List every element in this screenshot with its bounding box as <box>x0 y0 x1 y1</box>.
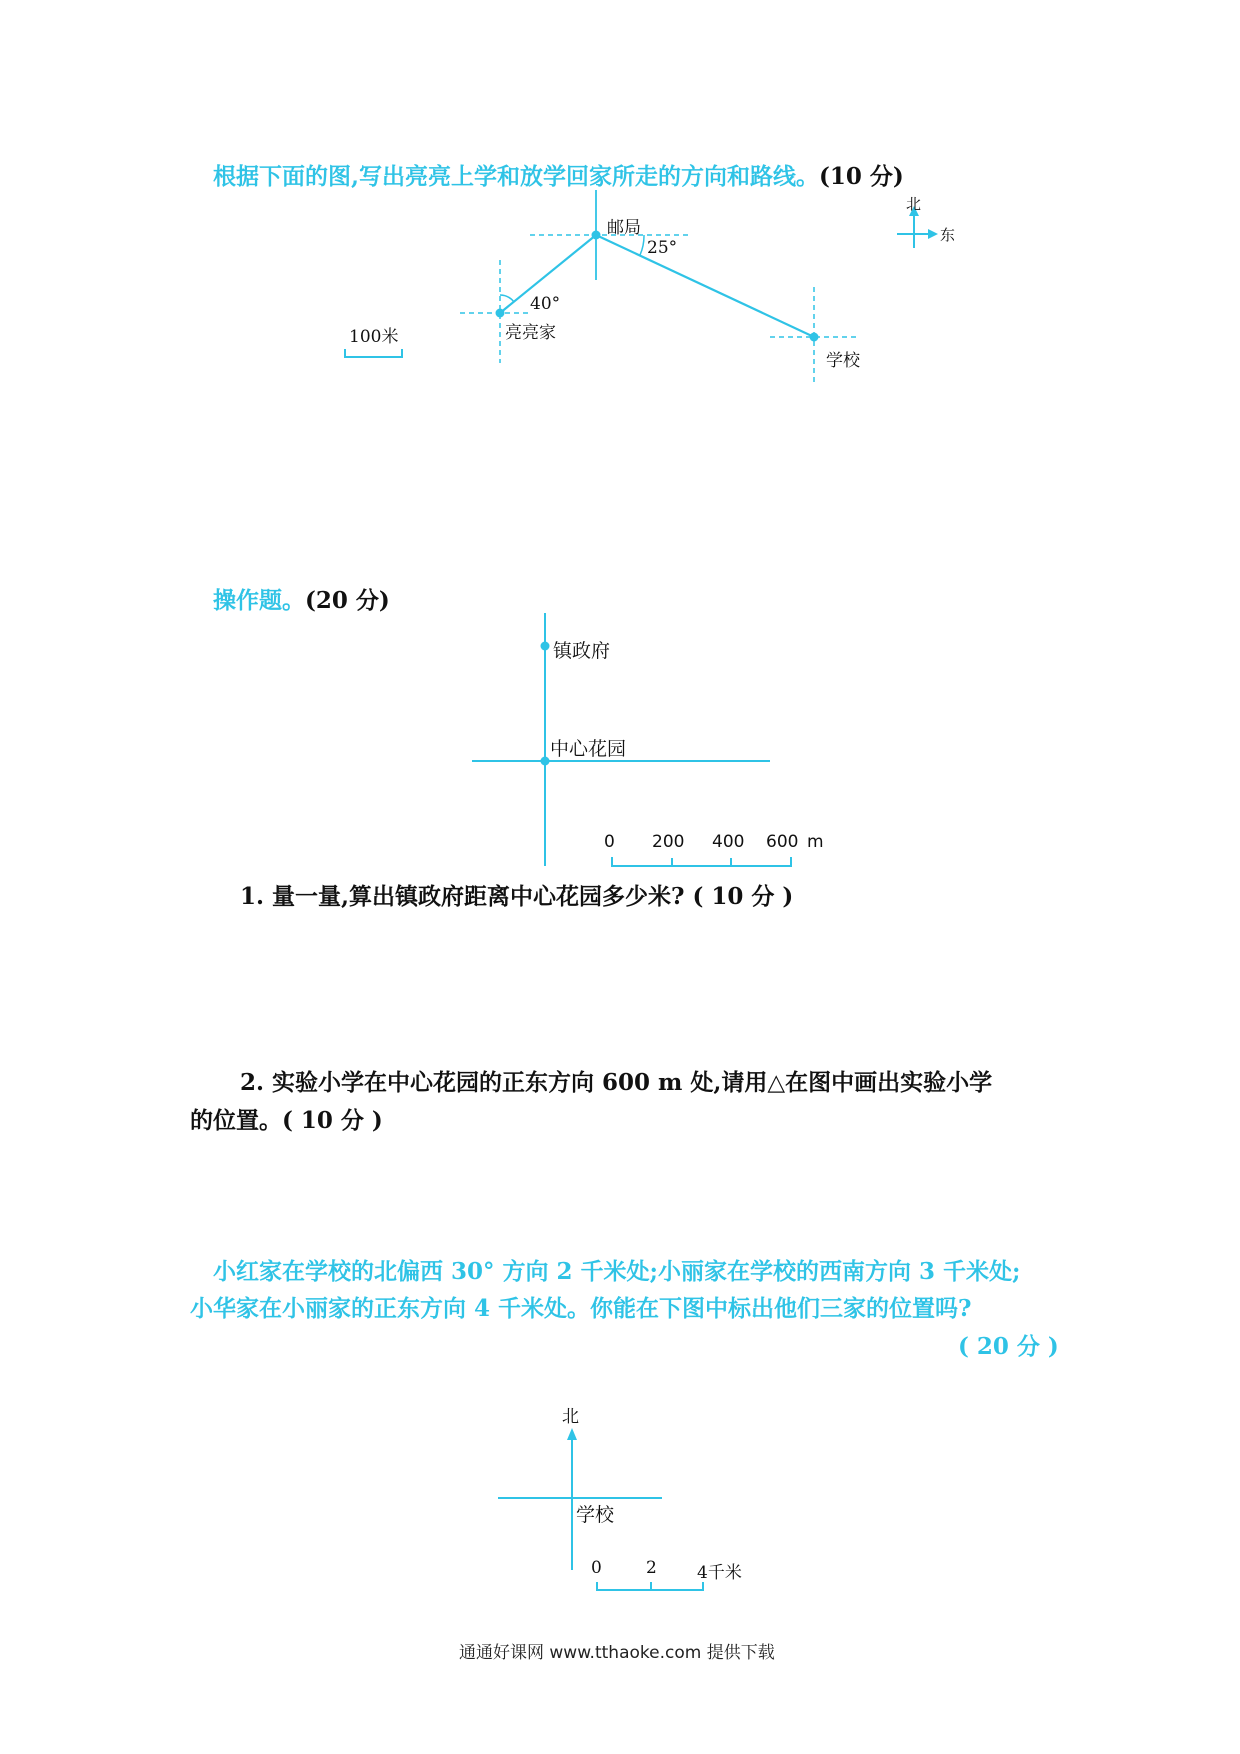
section2-scale-bar <box>612 857 791 866</box>
section2-question-2-line2: 的位置。( 10 分 ) <box>190 1107 383 1134</box>
angle-arc-25 <box>640 235 644 255</box>
government-point <box>541 642 550 651</box>
scale-unit: m <box>807 832 824 852</box>
angle-label-40: 40° <box>530 294 561 314</box>
section3-scale-end: 4千米 <box>697 1563 742 1583</box>
section3-scale-bar <box>597 1582 703 1590</box>
angle-label-25: 25° <box>647 238 678 258</box>
government-label: 镇政府 <box>553 640 611 662</box>
section3-scale-tick-0: 0 <box>591 1558 602 1578</box>
section2-question-2-line1: 2. 实验小学在中心花园的正东方向 600 m 处,请用△在图中画出实验小学 <box>240 1069 993 1096</box>
route-post-to-school <box>596 235 814 337</box>
school-point <box>810 333 819 342</box>
section3-score: ( 20 分 ) <box>958 1333 1059 1360</box>
section1-score: (10 分) <box>819 163 904 190</box>
section1-scale-bar <box>345 349 402 357</box>
home-label: 亮亮家 <box>505 323 556 343</box>
section2-score: (20 分) <box>305 587 390 614</box>
post-office-point <box>592 231 601 240</box>
section3-north-label: 北 <box>562 1407 579 1427</box>
section3-line1: 小红家在学校的北偏西 30° 方向 2 千米处;小丽家在学校的西南方向 3 千米处; <box>213 1258 1021 1285</box>
section3-scale-tick-2: 2 <box>646 1558 657 1578</box>
section2-title <box>213 582 390 615</box>
home-point <box>496 309 505 318</box>
footer-text: 通通好课网 www.tthaoke.com 提供下载 <box>459 1643 775 1663</box>
scale-tick-400: 400 <box>712 832 745 852</box>
scale-tick-0: 0 <box>604 832 615 852</box>
garden-label: 中心花园 <box>550 738 627 760</box>
compass-east-label: 东 <box>940 226 956 244</box>
section1-title-text: 根据下面的图,写出亮亮上学和放学回家所走的方向和路线。 <box>213 163 820 190</box>
post-office-label: 邮局 <box>607 218 641 238</box>
angle-arc-40 <box>500 295 514 302</box>
section2-title-text: 操作题。 <box>213 587 305 614</box>
section1-scale-label: 100米 <box>349 327 399 347</box>
section2-question-1: 1. 量一量,算出镇政府距离中心花园多少米? ( 10 分 ) <box>240 883 794 910</box>
section3-north-arrowhead <box>567 1428 577 1440</box>
compass-north-label: 北 <box>906 195 922 213</box>
scale-tick-600: 600 <box>766 832 799 852</box>
section3-line2: 小华家在小丽家的正东方向 4 千米处。你能在下图中标出他们三家的位置吗? <box>190 1295 972 1322</box>
section3-school-label: 学校 <box>576 1504 615 1526</box>
garden-point <box>541 757 550 766</box>
scale-tick-200: 200 <box>652 832 685 852</box>
school-label: 学校 <box>826 351 860 371</box>
